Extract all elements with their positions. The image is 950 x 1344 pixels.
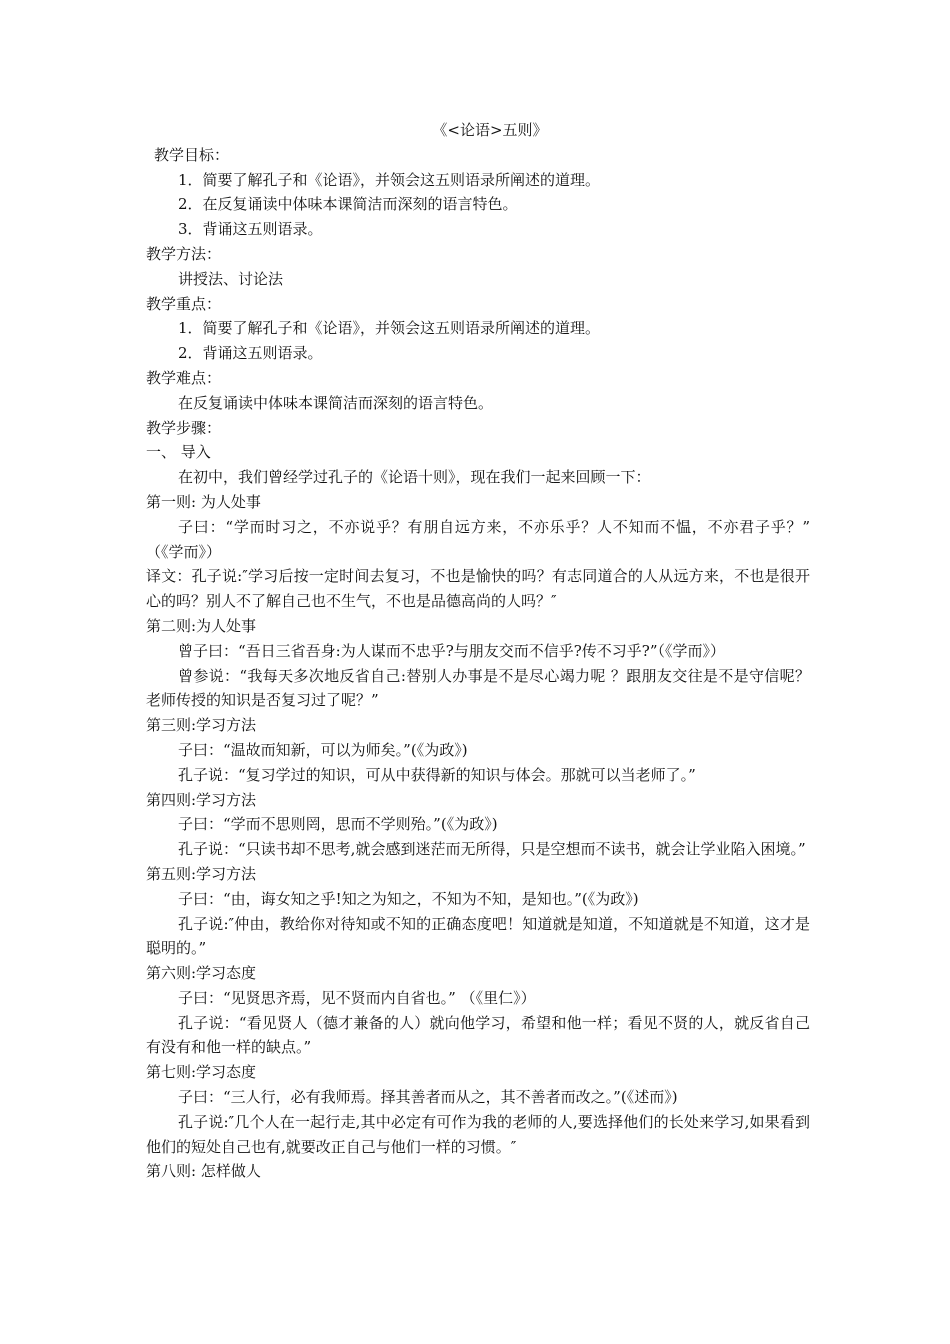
step-heading: 一、 导入	[146, 443, 211, 462]
goal-item: 1．简要了解孔子和《论语》，并领会这五则语录所阐述的道理。	[178, 170, 601, 189]
quote-paragraph: 子曰：“学而不思则罔，思而不学则殆。”(《为政》)	[178, 815, 498, 834]
section-heading: 第二则:为人处事	[146, 616, 257, 635]
goals-heading: 教学目标：	[154, 145, 230, 164]
quote-paragraph: 子曰：“由，诲女知之乎!知之为知之，不知为不知，是知也。”(《为政》)	[178, 889, 639, 908]
quote-paragraph: 子曰：“学而时习之，不亦说乎？有朋自远方来，不亦乐乎？人不知而不愠，不亦君子乎？” （《学而》）	[146, 517, 810, 561]
section-heading: 第五则:学习方法	[146, 864, 257, 883]
translation-paragraph: 孔子说:″几个人在一起行走,其中必定有可作为我的老师的人,要选择他们的长处来学习,如果看到他们的短处自己也有,就要改正自己与他们一样的习惯。″	[146, 1112, 810, 1156]
section-heading: 第三则:学习方法	[146, 716, 257, 735]
translation-paragraph: 孔子说：“复习学过的知识，可从中获得新的知识与体会。那就可以当老师了。”	[178, 765, 696, 784]
goal-item: 2．在反复诵读中体味本课简洁而深刻的语言特色。	[178, 195, 518, 214]
document-page	[146, 118, 810, 1184]
translation-paragraph: 孔子说：“看见贤人（德才兼备的人）就向他学习，希望和他一样；看见不贤的人，就反省自己有没有和他一样的缺点。”	[146, 1013, 810, 1057]
translation-paragraph: 译文：孔子说:″学习后按一定时间去复习，不也是愉快的吗？有志同道合的人从远方来，不也是很开心的吗？别人不了解自己也不生气，不也是品德高尚的人吗？″	[146, 567, 810, 611]
quote-paragraph: 子曰：“三人行，必有我师焉。择其善者而从之，其不善者而改之。”(《述而》)	[178, 1088, 678, 1107]
key-point-item: 1．简要了解孔子和《论语》，并领会这五则语录所阐述的道理。	[178, 319, 601, 338]
quote-paragraph: 曾子曰：“吾日三省吾身:为人谋而不忠乎?与朋友交而不信乎?传不习乎?”（《学而》）	[178, 641, 726, 660]
translation-paragraph: 孔子说:″仲由，教给你对待知或不知的正确态度吧！知道就是知道，不知道就是不知道，这才是聪明的。”	[146, 914, 810, 958]
difficulty-heading: 教学难点：	[146, 368, 222, 387]
section-heading: 第六则:学习态度	[146, 964, 257, 983]
document-title: 《<论语>五则》	[432, 121, 548, 139]
quote-paragraph: 子曰：“见贤思齐焉，见不贤而内自省也。” （《里仁》）	[178, 988, 536, 1007]
steps-heading: 教学步骤：	[146, 418, 222, 437]
section-heading: 第七则:学习态度	[146, 1063, 257, 1082]
translation-paragraph: 孔子说：“只读书却不思考,就会感到迷茫而无所得，只是空想而不读书，就会让学业陷入困境。”	[178, 840, 806, 859]
difficulty-text: 在反复诵读中体味本课简洁而深刻的语言特色。	[178, 393, 494, 412]
section-heading: 第八则: 怎样做人	[146, 1162, 261, 1181]
translation-paragraph: 曾参说：“我每天多次地反省自己:替别人办事是不是尽心竭力呢 ？跟朋友交往是不是守信呢？ 老师传授的知识是否复习过了呢？”	[146, 666, 810, 710]
methods-heading: 教学方法：	[146, 244, 222, 263]
key-points-heading: 教学重点：	[146, 294, 222, 313]
intro-text: 在初中，我们曾经学过孔子的《论语十则》，现在我们一起来回顾一下：	[178, 468, 651, 487]
section-heading: 第一则: 为人处事	[146, 492, 261, 511]
goal-item: 3．背诵这五则语录。	[178, 220, 323, 239]
section-heading: 第四则:学习方法	[146, 790, 257, 809]
methods-text: 讲授法、讨论法	[178, 269, 284, 288]
key-point-item: 2．背诵这五则语录。	[178, 344, 323, 363]
quote-paragraph: 子曰：“温故而知新，可以为师矣。”(《为政》)	[178, 740, 468, 759]
